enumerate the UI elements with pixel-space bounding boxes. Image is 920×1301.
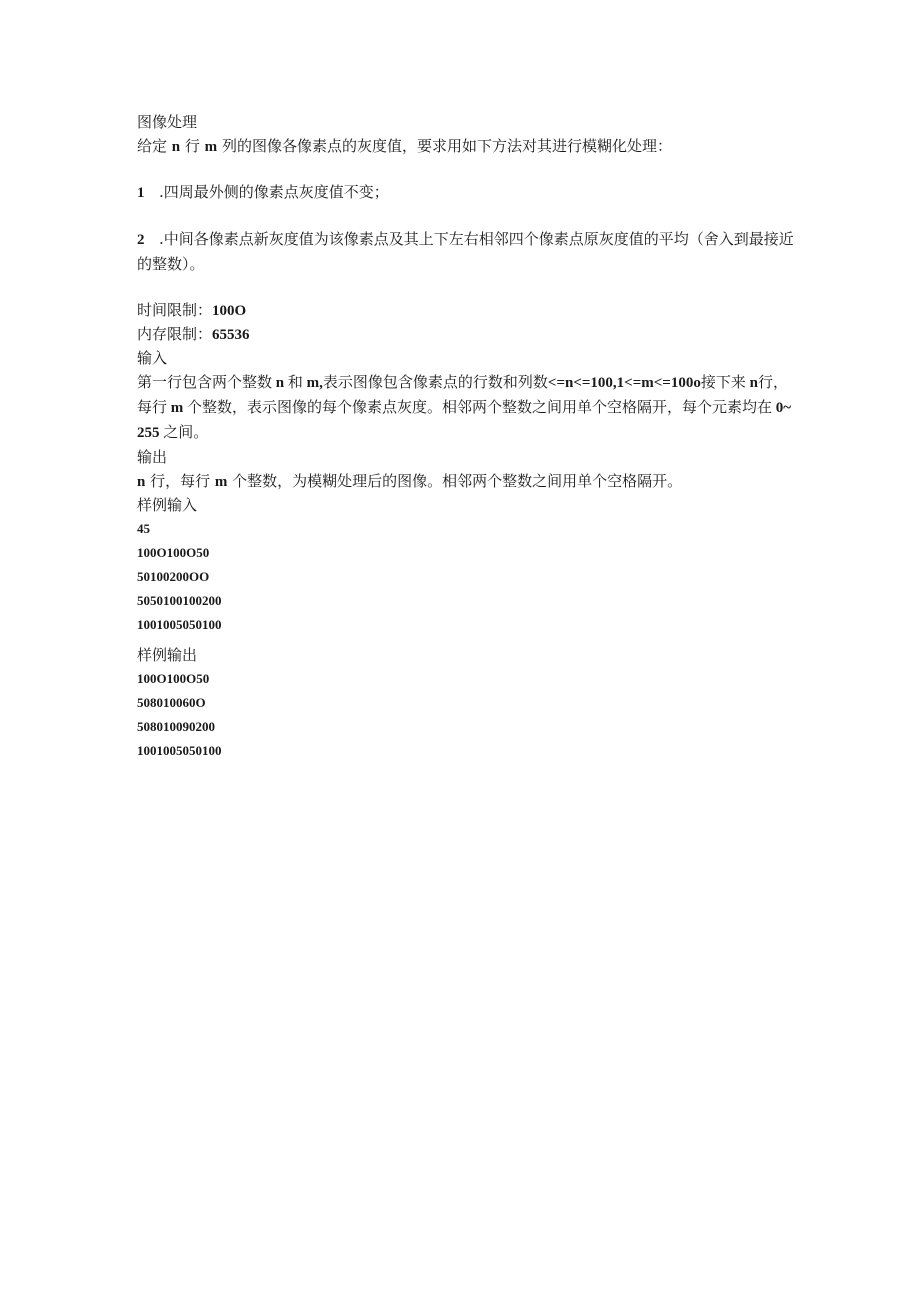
memory-limit-value: 65536 <box>212 327 250 343</box>
document-title: 图像处理 <box>137 113 198 131</box>
intro-text <box>137 134 797 158</box>
rule-item-2 <box>137 227 797 276</box>
intro-m: m <box>204 139 218 155</box>
input-n: n <box>272 375 288 391</box>
intro-mid: 行 <box>180 137 205 155</box>
sample-output-heading: 样例输出 <box>137 646 198 664</box>
sample-input-line: 45 <box>137 521 150 536</box>
rule-text: .四周最外侧的像素点灰度值不变； <box>159 183 389 201</box>
sample-output-line: 508010090200 <box>137 719 215 734</box>
output-m: m <box>214 474 228 490</box>
memory-limit-label: 内存限制： <box>137 325 213 343</box>
sample-output-block <box>137 667 797 763</box>
rule-number: 2 <box>137 232 145 248</box>
input-text-7: 之间。 <box>163 423 209 441</box>
output-text-1: 行，每行 <box>145 472 215 490</box>
output-description <box>137 469 797 493</box>
input-text-3: 表示图像包含像素点的行数和列数 <box>322 373 548 391</box>
time-limit-value: 100O <box>212 303 247 319</box>
rule-text: .中间各像素点新灰度值为该像素点及其上下左右相邻四个像素点原灰度值的平均（舍入到最接近的整数）。 <box>137 230 794 273</box>
memory-limit <box>137 322 797 346</box>
sample-output-line: 508010060O <box>137 695 206 710</box>
input-n2: n <box>745 375 758 391</box>
input-value-range: 0~255 <box>137 400 792 441</box>
input-text-1: 第一行包含两个整数 <box>137 373 273 391</box>
rule-number: 1 <box>137 185 145 201</box>
rule-item-1 <box>137 180 797 205</box>
input-text-4: 接下来 <box>700 373 746 391</box>
input-m: m, <box>302 375 323 391</box>
output-text-2: 个整数，为模糊处理后的图像。相邻两个整数之间用单个空格隔开。 <box>227 472 683 490</box>
time-limit-label: 时间限制： <box>137 301 213 319</box>
intro-n: n <box>171 139 181 155</box>
input-range: <=n<=100,1<=m<=100o <box>547 375 701 391</box>
sample-input-line: 1001005050100 <box>137 617 222 632</box>
sample-input-line: 100O100O50 <box>137 545 210 560</box>
input-heading: 输入 <box>137 349 168 367</box>
input-text-5: 行，每行 <box>137 373 788 416</box>
sample-output-line: 100O100O50 <box>137 671 210 686</box>
sample-input-line: 50100200OO <box>137 569 210 584</box>
input-description <box>137 370 797 445</box>
sample-input-block <box>137 517 797 637</box>
output-heading: 输出 <box>137 448 168 466</box>
input-m2: m <box>167 400 188 416</box>
sample-input-line: 5050100100200 <box>137 593 222 608</box>
intro-prefix: 给定 <box>137 137 172 155</box>
intro-suffix: 列的图像各像素点的灰度值，要求用如下方法对其进行模糊化处理： <box>217 137 672 155</box>
sample-output-line: 1001005050100 <box>137 743 222 758</box>
input-text-2: 和 <box>287 373 303 391</box>
output-n: n <box>137 474 146 490</box>
sample-input-heading: 样例输入 <box>137 496 198 514</box>
input-text-6: 个整数，表示图像的每个像素点灰度。相邻两个整数之间用单个空格隔开，每个元素均在 <box>187 398 773 416</box>
time-limit <box>137 298 797 322</box>
document-page <box>137 110 797 763</box>
